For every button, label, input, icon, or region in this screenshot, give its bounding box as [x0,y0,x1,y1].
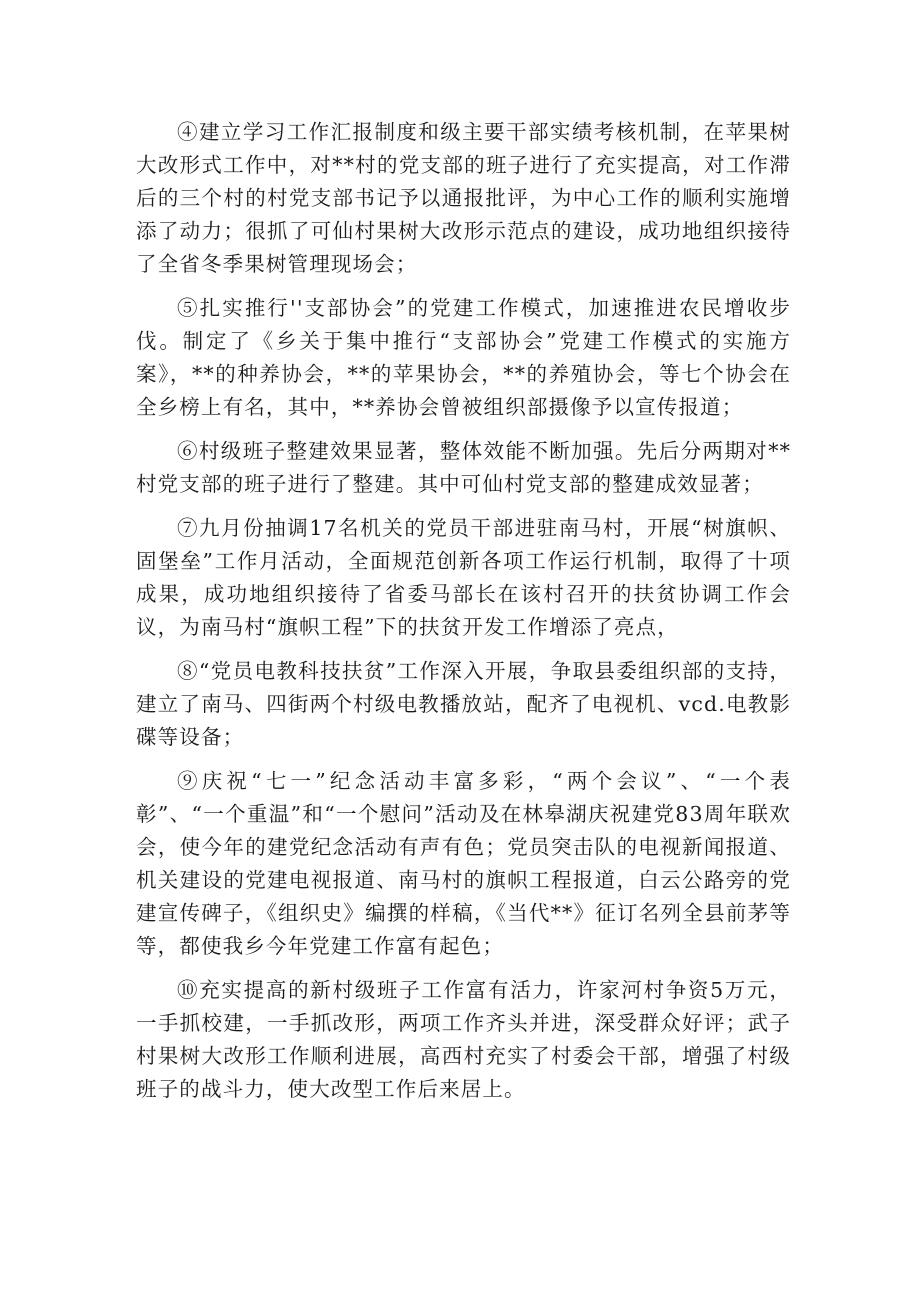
paragraph-6: ⑥村级班子整建效果显著，整体效能不断加强。先后分两期对**村党支部的班子进行了整建。其中可仙村党支部的整建成效显著； [136,439,791,496]
document-body [136,116,791,1117]
paragraph-9: ⑨庆祝“七一”纪念活动丰富多彩，“两个会议”、“一个表彰”、“一个重温”和“一个慰问”活动及在林皋湖庆祝建党83周年联欢会，使今年的建党纪念活动有声有色；党员突击队的电视新闻报道、机关建设的党建电视报道、南马村的旗帜工程报道，白云公路旁的党建宣传碑子，《组织史》编撰的样稿，《当代**》征订名列全县前茅等等，都使我乡今年党建工作富有起色； [136,769,791,958]
paragraph-4: ④建立学习工作汇报制度和级主要干部实绩考核机制，在苹果树大改形式工作中，对**村的党支部的班子进行了充实提高，对工作滞后的三个村的村党支部书记予以通报批评，为中心工作的顺利实施增添了动力；很抓了可仙村果树大改形示范点的建设，成功地组织接待了全省冬季果树管理现场会； [136,120,791,276]
paragraph-7: ⑦九月份抽调17名机关的党员干部进驻南马村，开展“树旗帜、固堡垒”工作月活动，全面规范创新各项工作运行机制，取得了十项成果，成功地组织接待了省委马部长在该村召开的扶贫协调工作会议，为南马村“旗帜工程”下的扶贫开发工作增添了亮点， [136,516,791,639]
paragraph-10: ⑩充实提高的新村级班子工作富有活力，许家河村争资5万元，一手抓校建，一手抓改形，两项工作齐头并进，深受群众好评；武子村果树大改形工作顺利进展，高西村充实了村委会干部，增强了村级班子的战斗力，使大改型工作后来居上。 [136,978,791,1101]
paragraph-5: ⑤扎实推行''支部协会”的党建工作模式，加速推进农民增收步伐。制定了《乡关于集中推行“支部协会”党建工作模式的实施方案》，**的种养协会，**的苹果协会，**的养殖协会，等七个协会在全乡榜上有名，其中，**养协会曾被组织部摄像予以宣传报道； [136,296,791,419]
paragraph-8: ⑧“党员电教科技扶贫”工作深入开展，争取县委组织部的支持，建立了南马、四街两个村级电教播放站，配齐了电视机、vcd.电教影碟等设备； [136,659,791,749]
